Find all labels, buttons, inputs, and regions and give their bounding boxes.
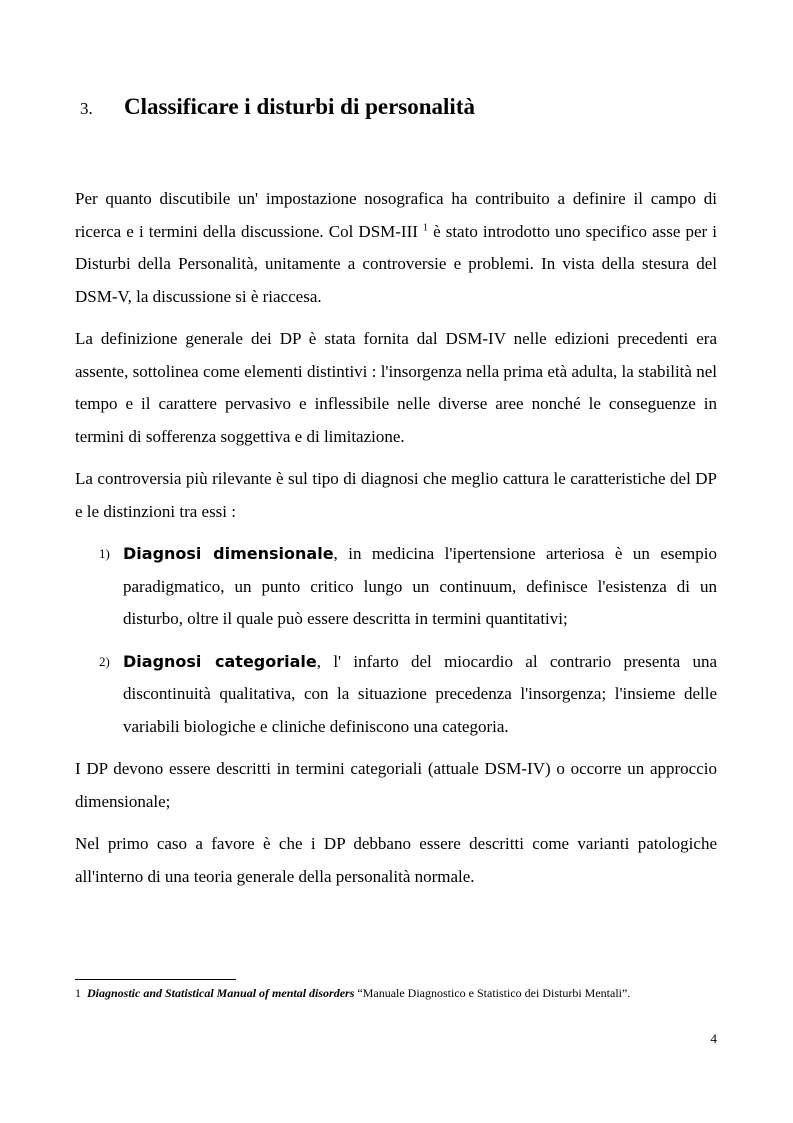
footnote-reference[interactable]: 1 [423, 221, 428, 233]
list-item [75, 646, 717, 744]
paragraph: La controversia più rilevante è sul tipo di diagnosi che meglio cattura le caratteristiche del DP e le distinzioni tra essi : [75, 469, 717, 521]
footnote-number: 1 [75, 986, 81, 1000]
paragraph: La definizione generale dei DP è stata fornita dal DSM-IV nelle edizioni precedenti era assente, sottolinea come elementi distintivi : l'insorgenza nella prima età adulta, la stabilità nel tempo e il carattere pervasivo e inflessibile nelle diverse aree nonché le conseguenze in termini di sofferenza soggettiva e di limitazione. [75, 329, 717, 446]
paragraph-text: è stato introdotto uno specifico asse per i Disturbi della Personalità, unitamente a controversie e problemi. In vista della stesura del DSM-V, la discussione si è riaccesa. [75, 221, 717, 306]
footnote [75, 986, 630, 1001]
footnote-text: “Manuale Diagnostico e Statistico dei Disturbi Mentali”. [354, 986, 631, 1000]
list-marker: 1) [99, 546, 110, 561]
page-number: 4 [710, 1031, 717, 1046]
footnote-title: Diagnostic and Statistical Manual of mental disorders [87, 986, 355, 1000]
section-title: Classificare i disturbi di personalità [124, 94, 475, 119]
paragraph: Nel primo caso a favore è che i DP debbano essere descritti come varianti patologiche all'interno di una teoria generale della personalità normale. [75, 834, 717, 886]
list-term: Diagnosi categoriale [123, 651, 317, 671]
section-heading [80, 94, 475, 120]
list-term: Diagnosi dimensionale [123, 544, 334, 563]
list-text: , l' infarto del miocardio al contrario presenta una discontinuità qualitativa, con la situazione precedenza l'insorgenza; l'insieme delle variabili biologiche e cliniche definiscono una categoria. [123, 651, 717, 736]
footnote-divider [75, 979, 236, 980]
paragraph: I DP devono essere descritti in termini categoriali (attuale DSM-IV) o occorre un approccio dimensionale; [75, 759, 717, 811]
paragraph-text: Per quanto discutibile un' impostazione nosografica ha contribuito a definire il campo di ricerca e i termini della discussione. Col DSM-III [75, 189, 717, 241]
list-marker: 2) [99, 653, 110, 669]
body-text [75, 183, 717, 903]
list-item [75, 538, 717, 636]
section-number: 3. [80, 99, 93, 118]
paragraph [75, 183, 717, 313]
list-text: , in medicina l'ipertensione arteriosa è un esempio paradigmatico, un punto critico lungo un continuum, definisce l'esistenza di un disturbo, oltre il quale può essere descritta in termini quantitativi; [123, 544, 717, 628]
